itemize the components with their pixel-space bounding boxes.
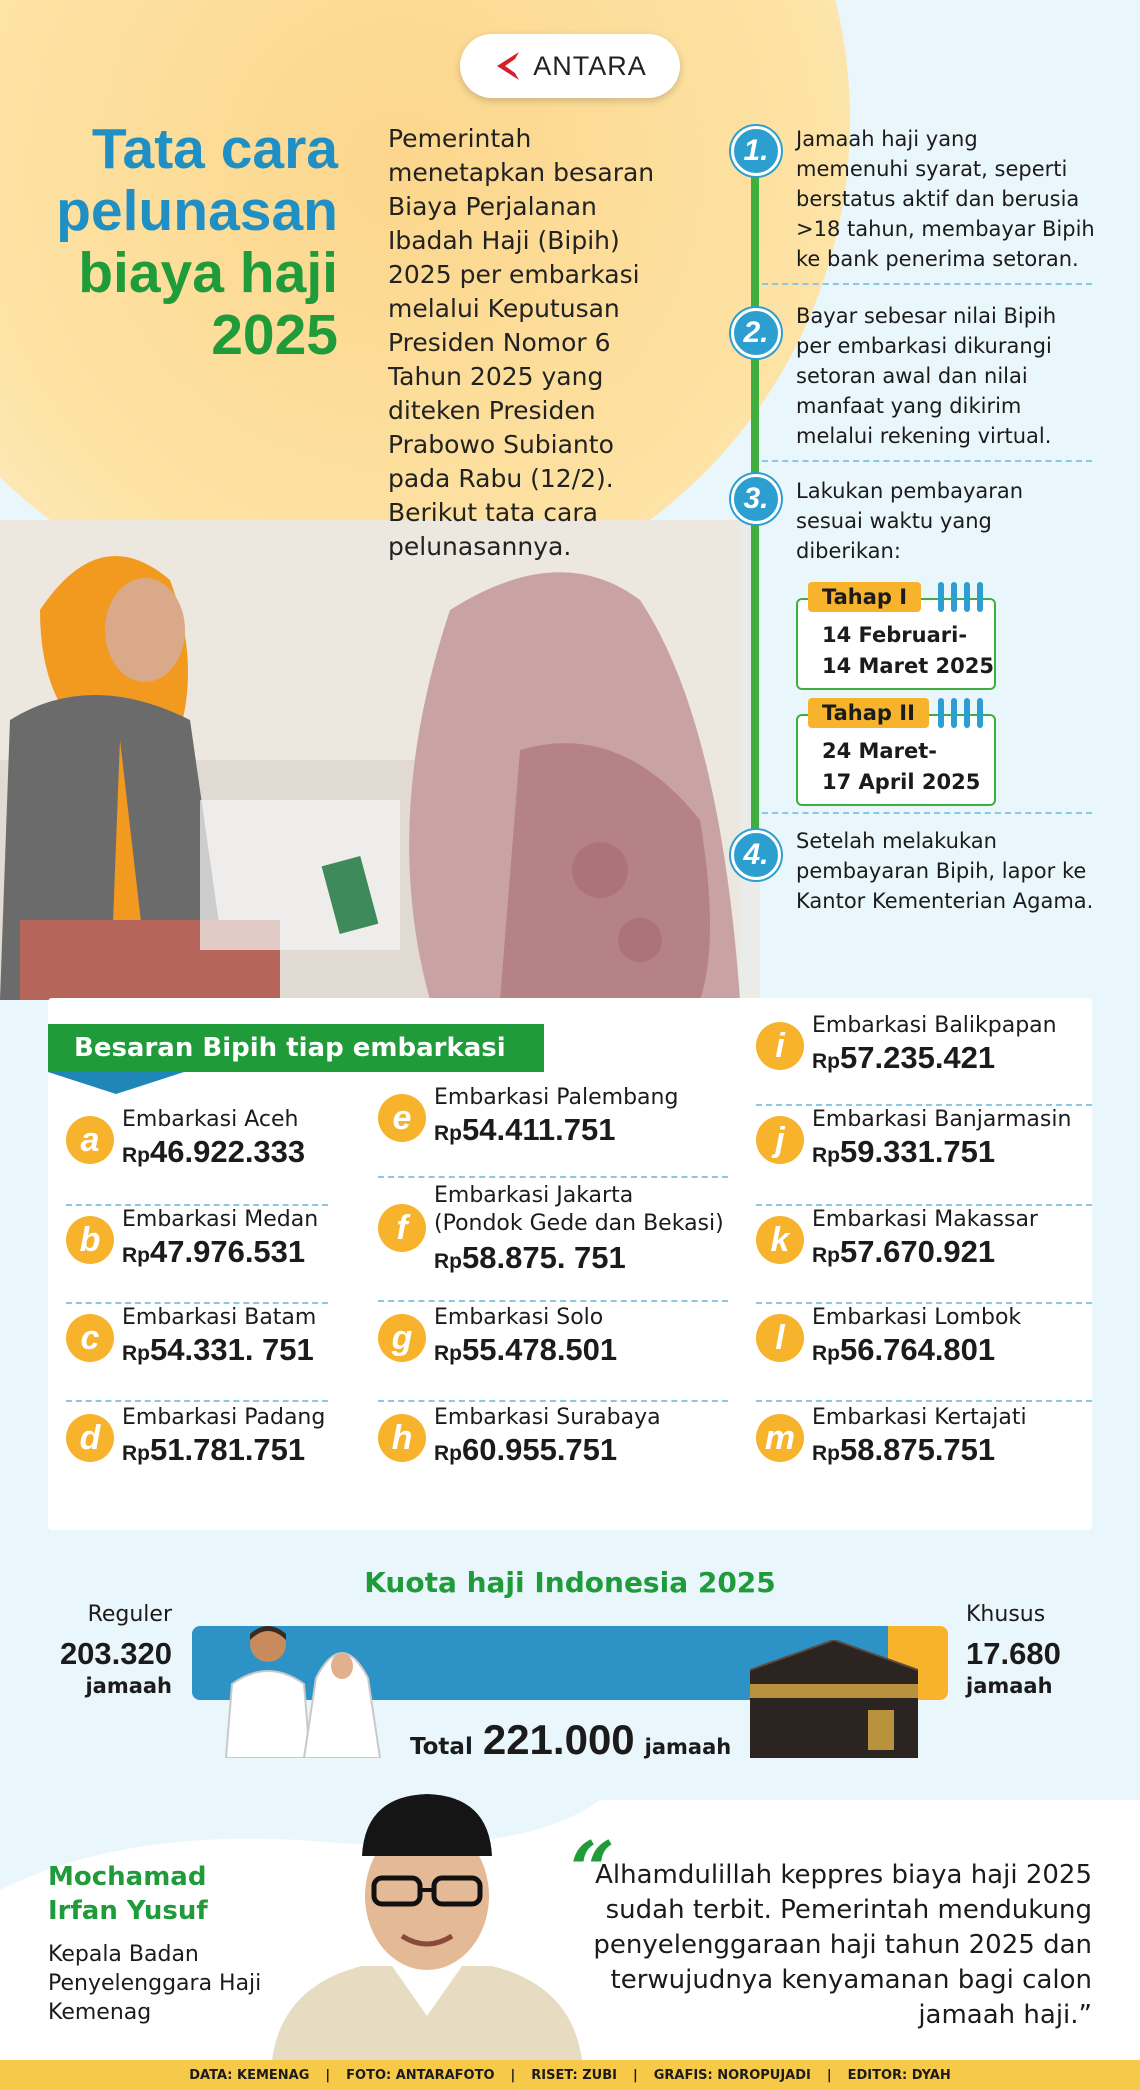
embarkasi-name: Embarkasi Balikpapan — [812, 1013, 1057, 1038]
total-unit: jamaah — [644, 1735, 732, 1759]
quote-text: Alhamdulillah keppres biaya haji 2025 sudah terbit. Pemerintah mendukung penyelenggaraan haji tahun 2025 dan terwujudnya kenyamanan bagi calon jamaah haji.” — [593, 1860, 1092, 2030]
total-quota — [410, 1716, 731, 1764]
letter-badge-icon: c — [66, 1314, 114, 1362]
embarkasi-price: Rp60.955.751 — [434, 1432, 618, 1467]
letter-badge-icon: j — [756, 1116, 804, 1164]
embarkasi-name: Embarkasi Solo — [434, 1305, 604, 1330]
step-4-number: 4. — [731, 830, 781, 880]
reguler-label: Reguler — [87, 1602, 172, 1627]
step-2-text: Bayar sebesar nilai Bipih per embarkasi dikurangi setoran awal dan nilai manfaat yang dikirim melalui rekening virtual. — [796, 304, 1057, 448]
bipih-divider — [756, 1302, 1092, 1304]
letter-badge-icon: g — [378, 1314, 426, 1362]
banner-tail — [48, 1072, 184, 1094]
bipih-divider — [378, 1176, 728, 1178]
khusus-value: 17.680 — [966, 1636, 1061, 1671]
letter-badge-icon: l — [756, 1314, 804, 1362]
embarkasi-name: Embarkasi Makassar — [812, 1207, 1038, 1232]
step-divider — [762, 283, 1092, 285]
letter-badge-icon: h — [378, 1414, 426, 1462]
embarkasi-price: Rp58.875.751 — [812, 1432, 996, 1467]
bipih-banner: Besaran Bipih tiap embarkasi — [48, 1024, 544, 1072]
embarkasi-name: Embarkasi Surabaya — [434, 1405, 661, 1430]
embarkasi-price: Rp58.875. 751 — [434, 1240, 626, 1275]
embarkasi-name-detail: (Pondok Gede dan Bekasi) — [434, 1211, 724, 1236]
person-name-line-2: Irfan Yusuf — [48, 1896, 208, 1926]
step-1-number: 1. — [731, 126, 781, 176]
intro-paragraph: Pemerintah menetapkan besaran Biaya Perjalanan Ibadah Haji (Bipih) 2025 per embarkasi melalui Keputusan Presiden Nomor 6 Tahun 2025 yang diteken Presiden Prabowo Subianto pada Rabu (12/2). Berikut tata cara pelunasannya. — [388, 124, 655, 561]
letter-badge-icon: f — [378, 1204, 426, 1252]
total-label: Total — [410, 1734, 473, 1760]
pilgrims-icon — [212, 1618, 402, 1758]
embarkasi-name: Embarkasi Lombok — [812, 1305, 1022, 1330]
credit-item: FOTO: ANTARAFOTO — [346, 2067, 495, 2083]
tahap-2-label: Tahap II — [808, 698, 929, 728]
embarkasi-price: Rp55.478.501 — [434, 1332, 618, 1367]
title-line-4: 2025 — [211, 303, 338, 367]
title-line-2: pelunasan — [56, 179, 338, 243]
embarkasi-name: Embarkasi Banjarmasin — [812, 1107, 1072, 1132]
embarkasi-name: Embarkasi Palembang — [434, 1085, 679, 1110]
person-role-line-2: Penyelenggara Haji — [48, 1971, 262, 1996]
person-name — [48, 1860, 208, 1928]
khusus-unit: jamaah — [966, 1674, 1053, 1698]
embarkasi-price: Rp57.670.921 — [812, 1234, 996, 1269]
embarkasi-name: Embarkasi Batam — [122, 1305, 317, 1330]
letter-badge-icon: d — [66, 1414, 114, 1462]
step-3-text: Lakukan pembayaran sesuai waktu yang diberikan: — [796, 479, 1024, 563]
embarkasi-price: Rp57.235.421 — [812, 1040, 996, 1075]
embarkasi-price: Rp54.331. 751 — [122, 1332, 314, 1367]
credit-separator: | — [826, 2067, 832, 2083]
embarkasi-price: Rp54.411.751 — [434, 1112, 616, 1147]
letter-badge-icon: a — [66, 1116, 114, 1164]
letter-badge-icon: b — [66, 1216, 114, 1264]
credit-item: RISET: ZUBI — [531, 2067, 617, 2083]
embarkasi-price: Rp59.331.751 — [812, 1134, 996, 1169]
embarkasi-name: Embarkasi Aceh — [122, 1107, 299, 1132]
embarkasi-name: Embarkasi Kertajati — [812, 1405, 1027, 1430]
credit-item: GRAFIS: NOROPUJADI — [653, 2067, 811, 2083]
portrait-illustration — [262, 1786, 592, 2060]
antara-logo-icon — [493, 49, 527, 83]
letter-badge-icon: m — [756, 1414, 804, 1462]
person-role-line-1: Kepala Badan — [48, 1942, 199, 1967]
kaaba-icon — [750, 1640, 918, 1758]
bipih-divider — [378, 1300, 728, 1302]
embarkasi-price: Rp46.922.333 — [122, 1134, 306, 1169]
quote-mark-icon: “ — [570, 1825, 615, 1916]
step-3-number: 3. — [731, 474, 781, 524]
reguler-value: 203.320 — [59, 1636, 172, 1671]
person-name-line-1: Mochamad — [48, 1862, 207, 1892]
title-line-1: Tata cara — [91, 117, 338, 181]
letter-badge-icon: e — [378, 1094, 426, 1142]
letter-badge-icon: i — [756, 1022, 804, 1070]
step-1-text: Jamaah haji yang memenuhi syarat, seperti berstatus aktif dan berusia >18 tahun, membayar Bipih ke bank penerima setoran. — [796, 127, 1095, 271]
tahap-2-date-line-1: 24 Maret- — [822, 739, 937, 763]
embarkasi-name: Embarkasi Medan — [122, 1207, 319, 1232]
step-divider — [762, 812, 1092, 814]
tahap-2-date-line-2: 17 April 2025 — [822, 770, 981, 794]
reguler-unit: jamaah — [85, 1674, 172, 1698]
credit-item: DATA: KEMENAG — [189, 2067, 310, 2083]
credits-footer — [0, 2060, 1140, 2090]
total-value: 221.000 — [482, 1716, 635, 1763]
page-title — [56, 118, 338, 366]
tahap-2-calendar-rings-icon — [938, 698, 983, 728]
bipih-divider — [66, 1400, 328, 1402]
credit-item: EDITOR: DYAH — [847, 2067, 951, 2083]
bipih-divider — [756, 1204, 1092, 1206]
letter-badge-icon: k — [756, 1216, 804, 1264]
bipih-divider — [756, 1104, 1092, 1106]
logo-text: ANTARA — [533, 50, 647, 81]
tahap-1-calendar-rings-icon — [938, 582, 983, 612]
person-role — [48, 1940, 261, 2027]
tahap-1-date-line-2: 14 Maret 2025 — [822, 654, 994, 678]
step-4-text: Setelah melakukan pembayaran Bipih, lapor ke Kantor Kementerian Agama. — [796, 829, 1094, 913]
step-2-number: 2. — [731, 308, 781, 358]
khusus-label: Khusus — [966, 1602, 1046, 1627]
hero-photo-illustration — [0, 520, 760, 1000]
credit-separator: | — [632, 2067, 638, 2083]
kuota-title: Kuota haji Indonesia 2025 — [364, 1566, 776, 1599]
title-line-3: biaya haji — [78, 241, 338, 305]
hero-photo — [0, 520, 760, 1000]
embarkasi-name: Embarkasi Padang — [122, 1405, 326, 1430]
bipih-divider — [66, 1204, 328, 1206]
antara-logo — [460, 34, 680, 98]
bipih-divider — [756, 1400, 1092, 1402]
credit-separator: | — [325, 2067, 331, 2083]
tahap-1-label: Tahap I — [808, 582, 921, 612]
credit-separator: | — [510, 2067, 516, 2083]
step-divider — [762, 460, 1092, 462]
embarkasi-price: Rp51.781.751 — [122, 1432, 306, 1467]
person-role-line-3: Kemenag — [48, 2000, 152, 2025]
bipih-divider — [378, 1400, 728, 1402]
bipih-divider — [66, 1302, 328, 1304]
embarkasi-name: Embarkasi Jakarta — [434, 1183, 634, 1208]
embarkasi-price: Rp56.764.801 — [812, 1332, 996, 1367]
tahap-1-date-line-1: 14 Februari- — [822, 623, 968, 647]
embarkasi-price: Rp47.976.531 — [122, 1234, 306, 1269]
